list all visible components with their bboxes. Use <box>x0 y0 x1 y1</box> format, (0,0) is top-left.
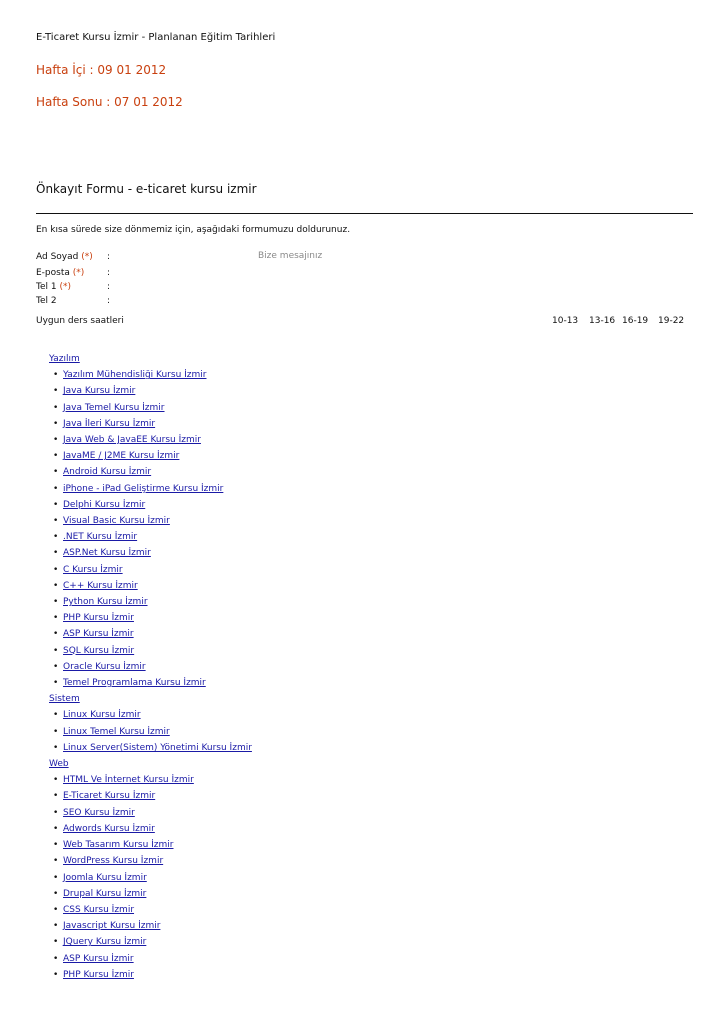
required-mark: (*) <box>59 282 71 292</box>
course-category-link[interactable]: Yazılım <box>49 354 80 364</box>
list-item <box>49 545 252 561</box>
bullet-icon: • <box>53 969 59 980</box>
message-textarea[interactable]: Bize mesajınız <box>258 251 323 261</box>
list-item <box>49 821 252 837</box>
course-link[interactable]: PHP Kursu İzmir <box>63 969 134 980</box>
required-mark: (*) <box>81 252 93 262</box>
course-link[interactable]: Android Kursu İzmir <box>63 467 152 478</box>
field-colon: : <box>107 296 111 306</box>
course-link[interactable]: CSS Kursu İzmir <box>63 904 135 915</box>
bullet-icon: • <box>53 953 59 964</box>
bullet-icon: • <box>53 418 59 429</box>
weekend-date: Hafta Sonu : 07 01 2012 <box>36 95 183 109</box>
course-link[interactable]: Java Web & JavaEE Kursu İzmir <box>63 435 201 446</box>
course-link[interactable]: Adwords Kursu İzmir <box>63 823 155 834</box>
bullet-icon: • <box>53 548 59 559</box>
list-item <box>49 578 252 594</box>
hour-slot-option[interactable]: 13-16 <box>589 316 616 326</box>
course-link[interactable]: WordPress Kursu İzmir <box>63 856 164 867</box>
bullet-icon: • <box>53 840 59 851</box>
bullet-icon: • <box>53 856 59 867</box>
bullet-icon: • <box>53 791 59 802</box>
course-link[interactable]: Linux Server(Sistem) Yönetimi Kursu İzmir <box>63 742 252 753</box>
list-item <box>49 448 252 464</box>
bullet-icon: • <box>53 872 59 883</box>
bullet-icon: • <box>53 451 59 462</box>
bullet-icon: • <box>53 613 59 624</box>
list-item <box>49 675 252 691</box>
list-item <box>49 805 252 821</box>
course-link[interactable]: C Kursu İzmir <box>63 564 123 575</box>
bullet-icon: • <box>53 532 59 543</box>
bullet-icon: • <box>53 937 59 948</box>
course-link[interactable]: .NET Kursu İzmir <box>63 532 138 543</box>
list-item <box>49 643 252 659</box>
bullet-icon: • <box>53 435 59 446</box>
field-colon: : <box>107 268 111 278</box>
bullet-icon: • <box>53 370 59 381</box>
list-item <box>49 740 252 756</box>
list-item <box>49 383 252 399</box>
list-item <box>49 724 252 740</box>
course-link[interactable]: C++ Kursu İzmir <box>63 580 138 591</box>
list-item <box>49 934 252 950</box>
list-item <box>49 562 252 578</box>
course-link[interactable]: Visual Basic Kursu İzmir <box>63 516 170 527</box>
hours-label: Uygun ders saatleri <box>36 316 124 326</box>
course-link[interactable]: Linux Kursu İzmir <box>63 710 141 721</box>
course-link[interactable]: Java Kursu İzmir <box>63 386 136 397</box>
course-link[interactable]: SQL Kursu İzmir <box>63 645 135 656</box>
field-label: Tel 2 <box>36 296 57 306</box>
list-item <box>49 902 252 918</box>
bullet-icon: • <box>53 645 59 656</box>
bullet-icon: • <box>53 710 59 721</box>
bullet-icon: • <box>53 516 59 527</box>
list-item <box>49 853 252 869</box>
course-link[interactable]: E-Ticaret Kursu İzmir <box>63 791 156 802</box>
course-link[interactable]: iPhone - iPad Geliştirme Kursu İzmir <box>63 483 224 494</box>
course-link[interactable]: SEO Kursu İzmir <box>63 807 135 818</box>
course-link[interactable]: Linux Temel Kursu İzmir <box>63 726 170 737</box>
list-item <box>49 513 252 529</box>
field-colon: : <box>107 282 111 292</box>
bullet-icon: • <box>53 580 59 591</box>
field-label: Ad Soyad (*) <box>36 252 93 262</box>
bullet-icon: • <box>53 823 59 834</box>
required-mark: (*) <box>72 268 85 278</box>
list-item <box>49 529 252 545</box>
list-item <box>49 788 252 804</box>
course-link[interactable]: Delphi Kursu İzmir <box>63 499 146 510</box>
list-item <box>49 772 252 788</box>
list-item <box>49 464 252 480</box>
course-link[interactable]: Java İleri Kursu İzmir <box>63 418 156 429</box>
list-item <box>49 967 252 983</box>
bullet-icon: • <box>53 661 59 672</box>
form-title: Önkayıt Formu - e-ticaret kursu izmir <box>36 182 257 196</box>
course-category-link[interactable]: Sistem <box>49 694 80 705</box>
bullet-icon: • <box>53 564 59 575</box>
course-link[interactable]: Yazılım Mühendisliği Kursu İzmir <box>63 370 207 381</box>
list-item <box>49 497 252 513</box>
list-item <box>49 918 252 934</box>
course-link[interactable]: ASP Kursu İzmir <box>63 953 134 964</box>
field-label: Tel 1 (*) <box>36 282 71 292</box>
course-link[interactable]: JQuery Kursu İzmir <box>63 937 147 948</box>
list-item <box>49 707 252 723</box>
course-category-link[interactable]: Web <box>49 759 69 770</box>
course-link[interactable]: Web Tasarım Kursu İzmir <box>63 840 174 851</box>
field-label: E-posta (*) <box>36 268 85 278</box>
bullet-icon: • <box>53 483 59 494</box>
course-link[interactable]: PHP Kursu İzmir <box>63 613 134 624</box>
course-link[interactable]: HTML Ve İnternet Kursu İzmir <box>63 775 194 786</box>
field-colon: : <box>107 252 111 262</box>
course-link[interactable]: Java Temel Kursu İzmir <box>63 402 165 413</box>
course-link[interactable]: Oracle Kursu İzmir <box>63 661 146 672</box>
course-link[interactable]: ASP Kursu İzmir <box>63 629 134 640</box>
course-link[interactable]: Joomla Kursu İzmir <box>63 872 147 883</box>
list-item <box>49 837 252 853</box>
list-item <box>49 367 252 383</box>
bullet-icon: • <box>53 807 59 818</box>
bullet-icon: • <box>53 386 59 397</box>
course-link[interactable]: JavaME / J2ME Kursu İzmir <box>63 451 180 462</box>
bullet-icon: • <box>53 726 59 737</box>
course-link[interactable]: Javascript Kursu İzmir <box>63 921 161 932</box>
bullet-icon: • <box>53 467 59 478</box>
bullet-icon: • <box>53 597 59 608</box>
course-link[interactable]: ASP.Net Kursu İzmir <box>63 548 151 559</box>
bullet-icon: • <box>53 678 59 689</box>
hour-slot-option[interactable]: 16-19 <box>622 316 649 326</box>
bullet-icon: • <box>53 499 59 510</box>
divider <box>36 213 693 214</box>
form-intro: En kısa sürede size dönmemiz için, aşağıdaki formumuzu doldurunuz. <box>36 225 351 235</box>
bullet-icon: • <box>53 775 59 786</box>
course-link[interactable]: Temel Programlama Kursu İzmir <box>63 678 206 689</box>
list-item <box>49 416 252 432</box>
list-item <box>49 886 252 902</box>
page-title: E-Ticaret Kursu İzmir - Planlanan Eğitim Tarihleri <box>36 32 276 43</box>
list-item <box>49 481 252 497</box>
list-item <box>49 870 252 886</box>
list-item <box>49 594 252 610</box>
bullet-icon: • <box>53 742 59 753</box>
bullet-icon: • <box>53 904 59 915</box>
list-item <box>49 610 252 626</box>
course-link[interactable]: Drupal Kursu İzmir <box>63 888 147 899</box>
course-list <box>49 351 252 983</box>
list-item <box>49 400 252 416</box>
list-item <box>49 626 252 642</box>
bullet-icon: • <box>53 921 59 932</box>
list-item <box>49 432 252 448</box>
list-item <box>49 659 252 675</box>
course-link[interactable]: Python Kursu İzmir <box>63 597 148 608</box>
bullet-icon: • <box>53 629 59 640</box>
list-item <box>49 951 252 967</box>
bullet-icon: • <box>53 888 59 899</box>
hour-slot-option[interactable]: 19-22 <box>658 316 685 326</box>
hour-slot-option[interactable]: 10-13 <box>552 316 579 326</box>
weekday-date: Hafta İçi : 09 01 2012 <box>36 63 167 77</box>
bullet-icon: • <box>53 402 59 413</box>
